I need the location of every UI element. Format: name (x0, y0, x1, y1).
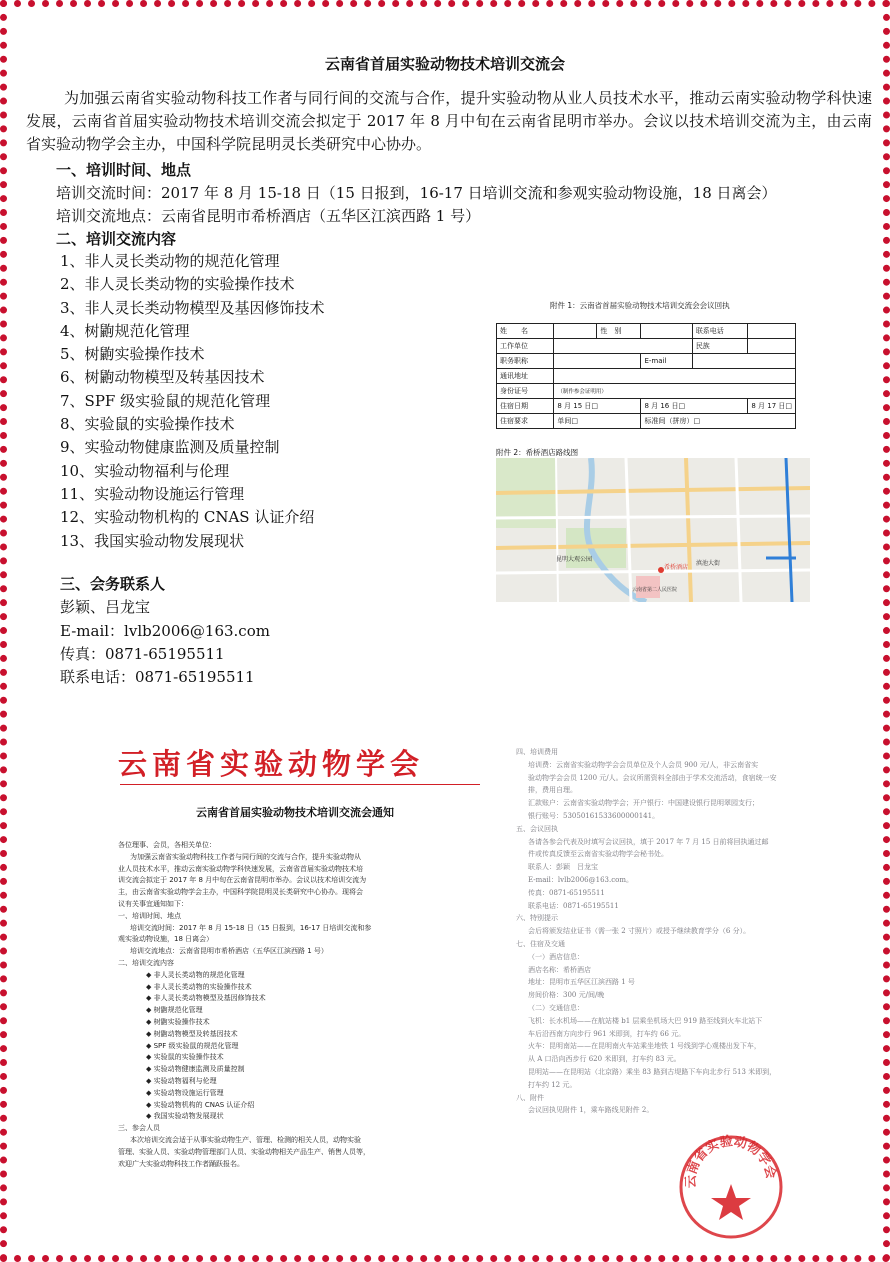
notice-list-item: ◆ 树鼩规范化管理 (146, 1006, 203, 1015)
table-cell (748, 324, 796, 339)
notice-line: 为加强云南省实验动物科技工作者与同行间的交流与合作，提升实验动物从 (130, 852, 361, 861)
table-cell: （制作参会证明用） (554, 384, 796, 399)
notice-line: 各位理事、会员，各相关单位： (118, 841, 216, 849)
notice-right-line: 飞机：长水机场——在航站楼 b1 层乘坐机场大巴 919 路至线到火车北站下 (528, 1016, 763, 1025)
list-item: 11、实验动物设施运行管理 (60, 484, 245, 503)
table-cell (554, 324, 597, 339)
table-cell (554, 369, 796, 384)
list-item: 7、SPF 级实验鼠的规范化管理 (60, 391, 271, 410)
list-item: 12、实验动物机构的 CNAS 认证介绍 (60, 508, 315, 527)
notice-list-item: ◆ 实验动物设施运行管理 (146, 1088, 224, 1097)
list-item: 9、实验动物健康监测及质量控制 (60, 438, 280, 457)
notice-body (118, 840, 473, 1170)
training-time: 培训交流时间：2017 年 8 月 15-18 日（15 日报到，16-17 日培训交流和参观实验动物设施，18 日离会） (56, 184, 777, 202)
notice-right-line: 培训费：云南省实验动物学会会员单位及个人会员 900 元/人，非云南省实 (528, 760, 759, 769)
notice-line: 本次培训交流会适于从事实验动物生产、管理、检测的相关人员，动物实验 (130, 1135, 361, 1144)
notice-right-line: 八、附件 (516, 1093, 544, 1102)
route-map-image (496, 458, 810, 602)
attachment1-title: 附件 1：云南省首届实验动物技术培训交流会会议回执 (550, 301, 730, 310)
notice-right-line: 地址：昆明市五华区江滨西路 1 号 (528, 978, 635, 987)
notice-right-line: 会议回执见附件 1，乘车路线见附件 2。 (528, 1106, 654, 1115)
table-cell: 身份证号 (497, 384, 554, 399)
notice-title: 云南省首届实验动物技术培训交流会通知 (196, 806, 394, 819)
notice-list-item: ◆ 非人灵长类动物的规范化管理 (146, 970, 245, 979)
intro-paragraph: 为加强云南省实验动物科技工作者与同行间的交流与合作，提升实验动物从业人员技术水平，推动云南实验动物学科快速发展，云南省首届实验动物技术培训交流会拟定于 2017 年 8 月中旬在云南省昆明市举办。会议以技术培训交流为主，由云南省实验动物学会主办，中国科学院昆明灵长类研究中心协办。 (26, 89, 872, 153)
table-cell: 职务职称 (497, 354, 554, 369)
table-cell: E-mail (641, 354, 692, 369)
list-item: 10、实验动物福利与伦理 (60, 461, 230, 480)
registration-table (496, 323, 796, 429)
official-seal (676, 1132, 786, 1242)
notice-line: 观实验动物设施，18 日离会） (118, 935, 214, 944)
notice-right-line: 六、特别提示 (516, 914, 558, 923)
notice-list-item: ◆ 非人灵长类动物的实验操作技术 (146, 982, 252, 991)
list-item: 1、非人灵长类动物的规范化管理 (60, 252, 280, 270)
notice-right-line: 会后将颁发结业证书（需一张 2 寸照片）或授予继续教育学分（6 分）。 (528, 927, 751, 936)
section2-heading: 二、培训交流内容 (56, 230, 177, 248)
notice-list-item: ◆ 非人灵长类动物模型及基因修饰技术 (146, 994, 266, 1003)
training-place: 培训交流地点：云南省昆明市希桥酒店（五华区江滨西路 1 号） (56, 207, 481, 225)
notice-right-line: 打车约 12 元。 (528, 1080, 577, 1089)
notice-right-line: 件或传真反馈至云南省实验动物学会秘书处。 (528, 850, 668, 859)
notice-right-line: 车后沿西南方向步行 961 米即到，打车约 66 元。 (528, 1029, 686, 1038)
table-row (497, 339, 796, 354)
notice-right-line: 五、会议回执 (516, 824, 558, 833)
map-graphic (496, 458, 810, 602)
notice-line: 培训交流地点：云南省昆明市希桥酒店（五华区江滨西路 1 号） (130, 947, 328, 956)
map-label: 希桥酒店 (664, 564, 689, 571)
document-title: 云南省首届实验动物技术培训交流会 (324, 55, 565, 73)
contact-section (60, 573, 270, 689)
table-cell: 联系电话 (692, 324, 748, 339)
table-cell: 民族 (692, 339, 748, 354)
notice-right-line: 排，费用自理。 (528, 786, 577, 795)
notice-right-line: 传真：0871-65195511 (528, 888, 605, 897)
notice-right-line: 房间价格：300 元/间/晚 (528, 991, 605, 1000)
notice-list-item: ◆ SPF 级实验鼠的规范化管理 (146, 1041, 239, 1050)
document-page (16, 20, 874, 1242)
notice-line: 议有关事宜通知如下： (118, 899, 188, 908)
notice-right-line: 昆明站——在昆明站（北京路）乘坐 83 路到古堤路下车向北步行 513 米即到， (528, 1067, 777, 1076)
notice-scan-image (100, 712, 480, 1212)
notice-list-item: ◆ 实验动物机构的 CNAS 认证介绍 (146, 1100, 255, 1109)
table-row (497, 414, 796, 429)
map-label: 云南省第二人民医院 (632, 587, 678, 593)
notice-right-line: （一）酒店信息： (528, 952, 584, 961)
table-cell: 单间□ (554, 414, 641, 429)
notice-right-line: 七、住宿及交通 (516, 939, 565, 948)
notice-list-item: ◆ 树鼩动物模型及转基因技术 (146, 1029, 238, 1038)
list-item: 13、我国实验动物发展现状 (60, 531, 245, 550)
notice-line: 一、培训时间、地点 (118, 911, 181, 920)
notice-divider (120, 784, 480, 785)
notice-right-line: 联系人：彭颖 吕龙宝 (528, 863, 598, 872)
section-time-place (56, 159, 777, 251)
notice-list-item: ◆ 实验动物福利与伦理 (146, 1076, 217, 1085)
notice-right-line: 各请各参会代表及时填写会议回执，填于 2017 年 7 月 15 日前将回执通过邮 (528, 837, 769, 846)
notice-line: 三、参会人员 (118, 1124, 160, 1133)
notice-line: 训交流会拟定于 2017 年 8 月中旬在云南省昆明市举办。会议以技术培训交流为 (118, 876, 367, 885)
table-cell: 住宿要求 (497, 414, 554, 429)
list-item: 3、非人灵长类动物模型及基因修饰技术 (60, 298, 325, 317)
notice-line: 管理、实验人员、实验动物管理部门人员、实验动物相关产品生产、销售人员等， (118, 1147, 370, 1156)
map-label: 昆明大观公园 (556, 556, 593, 563)
content-list (60, 250, 325, 553)
notice-right-line: （二）交通信息： (528, 1003, 584, 1012)
table-row (497, 369, 796, 384)
notice-right-line: E-mail：lvlb2006@163.com。 (528, 875, 633, 884)
table-cell (748, 339, 796, 354)
table-cell: 性 别 (597, 324, 641, 339)
table-cell: 工作单位 (497, 339, 554, 354)
list-item: 8、实验鼠的实验操作技术 (60, 415, 235, 434)
notice-org-heading: 云南省实验动物学会 (118, 747, 425, 781)
table-cell (554, 339, 692, 354)
table-row (497, 384, 796, 399)
table-cell (641, 324, 692, 339)
map-label: 滇池大街 (696, 560, 721, 567)
table-cell: 标准间（拼房）□ (641, 414, 796, 429)
notice-right-line: 验动物学会会员 1200 元/人。会议所需资料全部由于学术交流活动，食宿统一安 (528, 773, 777, 782)
list-item: 5、树鼩实验操作技术 (60, 345, 205, 364)
contact-phone: 联系电话：0871-65195511 (60, 668, 255, 687)
notice-right-line: 四、培训费用 (516, 748, 558, 756)
table-cell: 8 月 17 日□ (748, 399, 796, 414)
seal-text: 云南省实验动物学会 (683, 1134, 779, 1189)
table-cell: 8 月 16 日□ (641, 399, 748, 414)
notice-right-line: 银行账号：53050161533600000141。 (528, 811, 660, 820)
table-cell (692, 354, 795, 369)
table-cell: 姓 名 (497, 324, 554, 339)
notice-right-body (516, 746, 856, 1117)
list-item: 4、树鼩规范化管理 (60, 321, 190, 340)
table-cell (554, 354, 641, 369)
section1-heading: 一、培训时间、地点 (56, 161, 192, 179)
notice-line: 业人员技术水平，推动云南实验动物学科快速发展，云南省首届实验动物技术培 (118, 864, 363, 873)
table-cell: 8 月 15 日□ (554, 399, 641, 414)
notice-line: 主，由云南省实验动物学会主办，中国科学院昆明灵长类研究中心协办。现将会 (118, 888, 363, 897)
notice-list-item: ◆ 实验鼠的实验操作技术 (146, 1053, 224, 1062)
table-cell: 通讯地址 (497, 369, 554, 384)
notice-line: 二、培训交流内容 (118, 958, 174, 967)
table-row (497, 324, 796, 339)
attachment2-title: 附件 2：希桥酒店路线图 (496, 448, 579, 457)
attachment1-form-image (494, 270, 866, 445)
notice-right-line: 酒店名称：希桥酒店 (528, 965, 591, 974)
table-cell: 住宿日期 (497, 399, 554, 414)
notice-right-line: 从 A 口沿向西步行 620 米即到，打车约 83 元。 (528, 1055, 681, 1064)
section3-heading: 三、会务联系人 (60, 575, 166, 593)
notice-list-item: ◆ 我国实验动物发展现状 (146, 1112, 224, 1121)
contact-email: E-mail：lvlb2006@163.com (60, 621, 270, 640)
notice-line: 培训交流时间：2017 年 8 月 15-18 日（15 日报到，16-17 日培训交流和参 (130, 923, 372, 932)
list-item: 2、非人灵长类动物的实验操作技术 (60, 275, 295, 294)
notice-list-item: ◆ 实验动物健康监测及质量控制 (146, 1065, 245, 1074)
notice-line: 欢迎广大实验动物科技工作者踊跃报名。 (118, 1159, 244, 1168)
notice-right-line: 火车：昆明南站——在昆明南火车站乘坐地铁 1 号线到学心观楼出发下车， (528, 1042, 761, 1051)
notice-right-line: 汇款账户：云南省实验动物学会；开户银行：中国建设银行昆明翠园支行； (528, 799, 759, 808)
contact-names: 彭颖、吕龙宝 (60, 598, 151, 617)
list-item: 6、树鼩动物模型及转基因技术 (60, 368, 265, 387)
table-row (497, 399, 796, 414)
notice-list-item: ◆ 树鼩实验操作技术 (146, 1017, 210, 1026)
contact-fax: 传真：0871-65195511 (60, 644, 225, 663)
notice-right-line: 联系电话：0871-65195511 (528, 901, 619, 910)
table-row (497, 354, 796, 369)
